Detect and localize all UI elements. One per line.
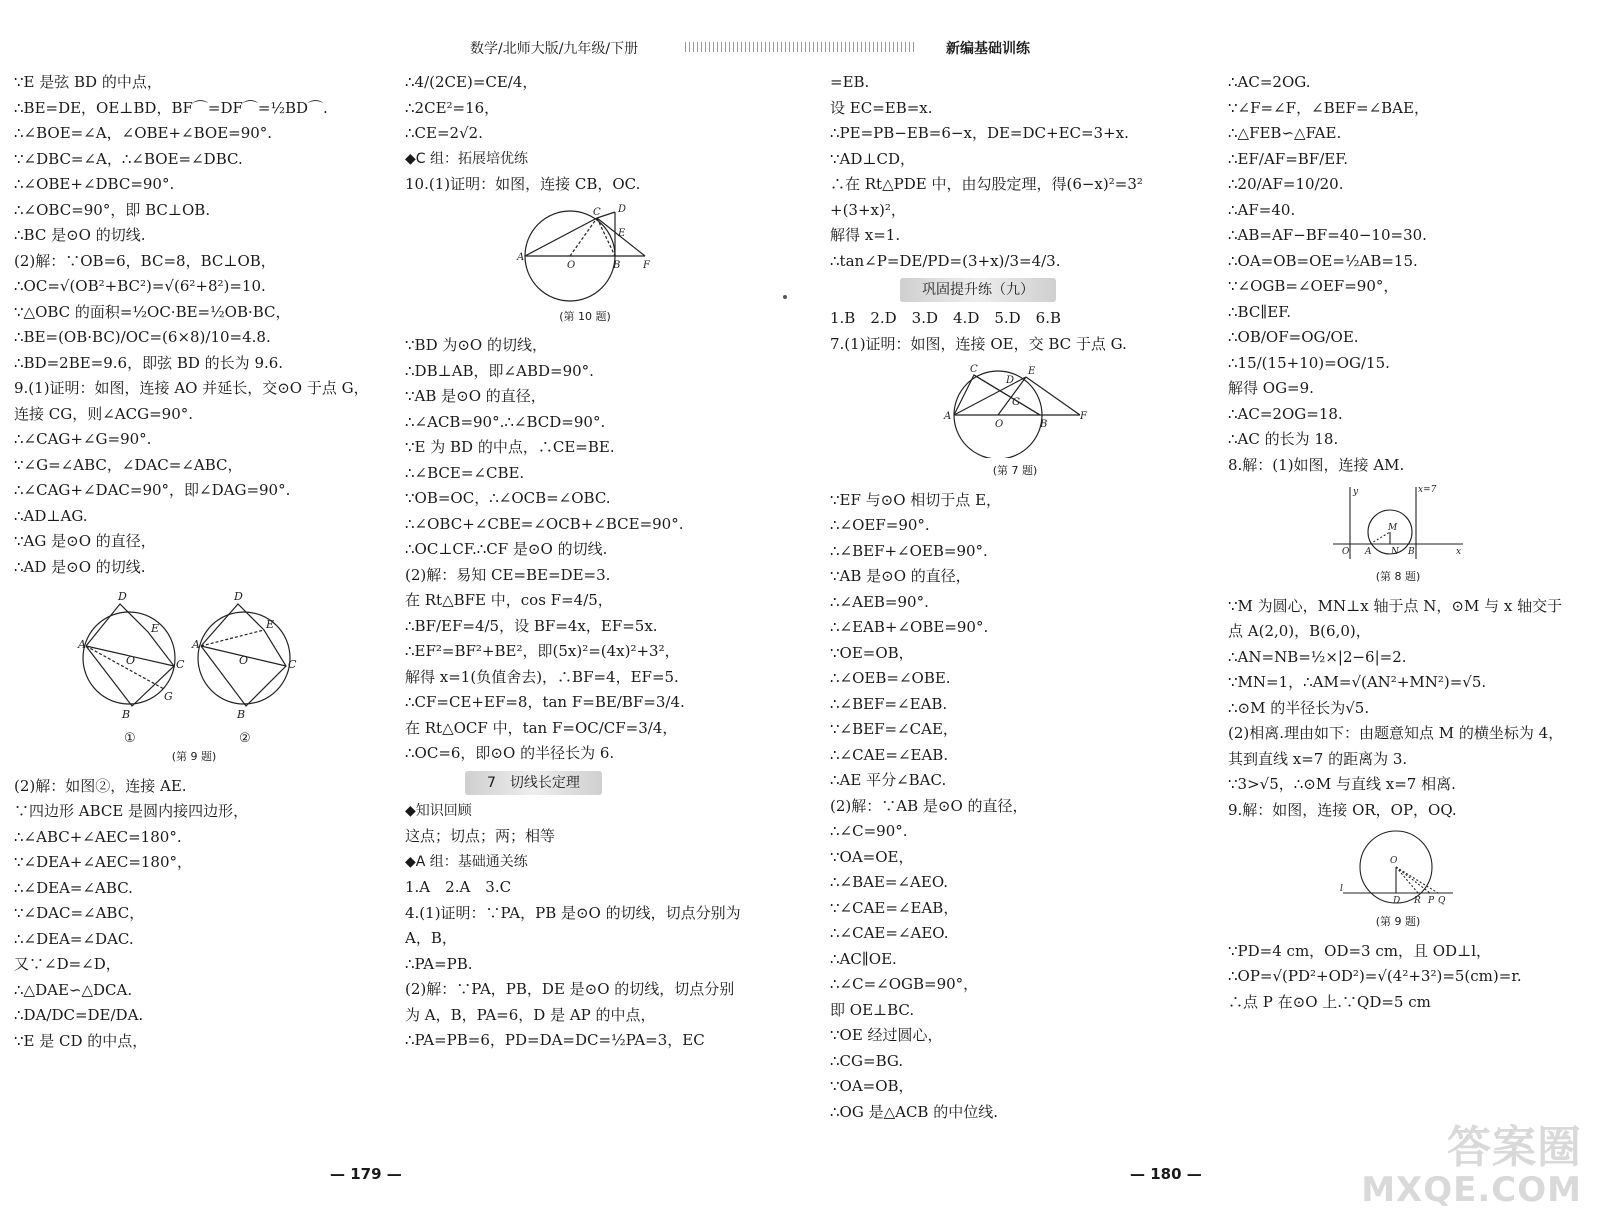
header-decoration xyxy=(685,42,915,52)
text-line: ∴∠CAE=∠EAB. xyxy=(830,745,949,764)
text-line: ∴OP=√(PD²+OD²)=√(4²+3²)=5(cm)=r. xyxy=(1228,967,1522,985)
text-line: (2)解：∵OB=6，BC=8，BC⊥OB， xyxy=(14,251,276,270)
text-line: A，B， xyxy=(405,929,457,947)
figure-8-line-label: x=7 xyxy=(1418,485,1437,495)
text-line: 其到直线 x=7 的距离为 3. xyxy=(1228,749,1408,768)
text-line: ∵M 为圆心，MN⊥x 轴于点 N，⊙M 与 x 轴交于 xyxy=(1228,596,1563,615)
figure-9-diagram xyxy=(74,586,314,726)
text-line: ∴∠BCE=∠CBE. xyxy=(405,463,525,482)
svg-text:R: R xyxy=(1414,896,1421,906)
figure-8 xyxy=(1328,484,1598,590)
svg-text:O: O xyxy=(1342,547,1350,557)
text-line: ∴CE=2√2. xyxy=(405,124,483,142)
figure-9b-diagram xyxy=(1338,829,1458,909)
col3a-lines xyxy=(830,70,1200,274)
text-line: ∴AC=2OG=18. xyxy=(1228,404,1343,423)
figure-9b-caption: (第 9 题) xyxy=(1375,915,1421,928)
text-line: ∴BE=DE，OE⊥BD，BF⌒=DF⌒=½BD⌒. xyxy=(14,98,328,117)
svg-text:B: B xyxy=(122,708,131,721)
text-line: ∴∠BOE=∠A，∠OBE+∠BOE=90°. xyxy=(14,124,273,142)
svg-text:A: A xyxy=(192,638,200,651)
svg-text:F: F xyxy=(643,259,650,271)
text-line: ∵∠OGB=∠OEF=90°， xyxy=(1228,277,1399,295)
text-line: ∴OC=√(OB²+BC²)=√(6²+8²)=10. xyxy=(14,277,266,295)
text-line: ∴AD 是⊙O 的切线. xyxy=(14,557,146,576)
text-line: ∴∠ABC+∠AEC=180°. xyxy=(14,827,182,846)
text-line: ∴CF=CE+EF=8，tan F=BE/BF=3/4. xyxy=(405,693,685,711)
text-line: ∴BD=2BE=9.6，即弦 BD 的长为 9.6. xyxy=(14,353,284,372)
text-line: ∵∠G=∠ABC，∠DAC=∠ABC， xyxy=(14,455,243,474)
text-line: ∵AD⊥CD， xyxy=(830,149,916,168)
text-line: ∴∠EAB+∠OBE=90°. xyxy=(830,618,989,636)
text-line: ∵OE 经过圆心， xyxy=(830,1026,943,1044)
text-line: (2)相离.理由如下：由题意知点 M 的横坐标为 4， xyxy=(1228,724,1564,742)
text-line: 点 A(2,0)，B(6,0)， xyxy=(1228,622,1371,640)
svg-text:F: F xyxy=(1080,411,1087,422)
svg-text:l: l xyxy=(1340,884,1343,894)
text-line: ∴∠OEB=∠OBE. xyxy=(830,669,951,687)
text-line: ∴AN=NB=½×|2−6|=2. xyxy=(1228,647,1407,666)
text-line: ∴15/(15+10)=OG/15. xyxy=(1228,353,1390,372)
text-line: ∵∠DEA+∠AEC=180°， xyxy=(14,853,193,871)
text-line: ∵∠BEF=∠CAE， xyxy=(830,720,958,738)
text-line: ∴AE 平分∠BAC. xyxy=(830,771,947,789)
text-line: ∴OG 是△ACB 的中位线. xyxy=(830,1102,998,1121)
text-line: ∴2CE²=16， xyxy=(405,98,500,117)
page-number-right: — 180 — xyxy=(1130,1165,1202,1183)
svg-text:C: C xyxy=(593,206,601,218)
text-line: ∴∠AEB=90°. xyxy=(830,592,929,611)
text-line: ∴AD⊥AG. xyxy=(14,506,88,525)
text-line: 在 Rt△BFE 中，cos F=4/5， xyxy=(405,591,613,609)
column-4 xyxy=(1228,70,1598,1015)
col4b-lines xyxy=(1228,594,1598,824)
svg-text:A: A xyxy=(78,638,86,651)
text-line: ∴AC=2OG. xyxy=(1228,73,1311,91)
figure-10-diagram xyxy=(515,204,655,304)
text-line: 7.(1)证明：如图，连接 OE，交 BC 于点 G. xyxy=(830,334,1127,353)
svg-text:N: N xyxy=(1391,547,1399,557)
figure-7-caption: (第 7 题) xyxy=(992,464,1038,477)
text-line: ∴CG=BG. xyxy=(830,1051,904,1070)
text-line: ∴BC∥EF. xyxy=(1228,302,1292,321)
text-line: ∴OC⊥CF.∴CF 是⊙O 的切线. xyxy=(405,540,608,558)
text-line: ∵OB=OC，∴∠OCB=∠OBC. xyxy=(405,489,611,507)
svg-text:O: O xyxy=(1390,856,1398,866)
text-line: 为 A，B，PA=6，D 是 AP 的中点， xyxy=(405,1005,656,1024)
col2b-lines xyxy=(405,172,775,198)
figure-8-caption: (第 8 题) xyxy=(1375,570,1421,583)
svg-text:C: C xyxy=(176,658,185,671)
column-2 xyxy=(405,70,775,1054)
text-line: ∵OE=OB， xyxy=(830,643,914,662)
svg-text:D: D xyxy=(1393,896,1401,906)
section-a-heading: ◆A 组：基础通关练 xyxy=(405,853,528,870)
svg-text:E: E xyxy=(618,227,626,239)
text-line: ∴4/(2CE)=CE/4， xyxy=(405,73,538,91)
figure-7 xyxy=(940,363,1200,484)
text-line: ∴OC=6，即⊙O 的半径长为 6. xyxy=(405,744,615,762)
text-line: ∴⊙M 的半径长为√5. xyxy=(1228,698,1370,717)
text-line: ∴∠CAE=∠AEO. xyxy=(830,924,949,942)
text-line: ∴DB⊥AB，即∠ABD=90°. xyxy=(405,361,594,380)
svg-text:O: O xyxy=(995,419,1004,430)
svg-text:E: E xyxy=(1028,366,1036,377)
col1b-lines xyxy=(14,774,394,1055)
svg-text:E: E xyxy=(266,618,275,631)
text-line: +(3+x)²， xyxy=(830,200,906,219)
svg-text:O: O xyxy=(126,654,136,667)
text-line: ∴∠BEF=∠EAB. xyxy=(830,694,948,713)
text-line: (2)解：如图②，连接 AE. xyxy=(14,776,187,795)
svg-text:G: G xyxy=(1012,397,1020,408)
header-series-name: 新编基础训练 xyxy=(946,41,1030,57)
watermark-site: MXQE.COM xyxy=(1361,1170,1582,1210)
section-banner-7: 7 切线长定理 xyxy=(465,771,602,795)
text-line: ∴∠OBE+∠DBC=90°. xyxy=(14,175,175,193)
text-line: ∴BF/EF=4/5，设 BF=4x，EF=5x. xyxy=(405,616,658,635)
text-line: ∵E 是 CD 的中点， xyxy=(14,1031,148,1050)
svg-text:B: B xyxy=(1040,419,1048,430)
text-line: ∴PE=PB−EB=6−x，DE=DC+EC=3+x. xyxy=(830,124,1129,142)
svg-text:x: x xyxy=(1456,547,1462,557)
svg-text:E: E xyxy=(151,622,160,635)
figure-10 xyxy=(515,204,775,330)
text-line: ∴∠C=∠OGB=90°， xyxy=(830,975,979,993)
text-line: ∵AB 是⊙O 的直径， xyxy=(405,387,546,405)
watermark xyxy=(1361,1122,1582,1210)
text-line: ∵3>√5，∴⊙M 与直线 x=7 相离. xyxy=(1228,775,1456,793)
text-line: ∴∠ACB=90°.∴∠BCD=90°. xyxy=(405,412,606,431)
text-line: ∴OB/OF=OG/OE. xyxy=(1228,328,1359,346)
figure-9-caption: (第 9 题) xyxy=(171,750,217,763)
page-header xyxy=(470,38,1030,58)
text-line: =EB. xyxy=(830,73,870,91)
text-line: ∵四边形 ABCE 是圆内接四边形， xyxy=(14,802,249,820)
svg-text:D: D xyxy=(234,590,243,603)
text-line: ∵AG 是⊙O 的直径， xyxy=(14,532,156,550)
svg-text:A: A xyxy=(1365,547,1372,557)
binding-mark xyxy=(783,295,787,299)
text-line: ∴在 Rt△PDE 中，由勾股定理，得(6−x)²=3² xyxy=(830,175,1143,193)
page-number-left: — 179 — xyxy=(330,1165,402,1183)
text-line: ∴BC 是⊙O 的切线. xyxy=(14,226,146,244)
text-line: ∴PA=PB=6，PD=DA=DC=½PA=3，EC xyxy=(405,1031,705,1049)
text-line: ∵EF 与⊙O 相切于点 E， xyxy=(830,490,1002,509)
text-line: (2)解：∵AB 是⊙O 的直径， xyxy=(830,796,1028,815)
text-line: ∴∠DEA=∠ABC. xyxy=(14,878,133,897)
figure-9-label-2: ② xyxy=(239,731,251,746)
text-line: ∵∠DBC=∠A，∴∠BOE=∠DBC. xyxy=(14,149,243,168)
svg-text:C: C xyxy=(288,658,297,671)
section-c-heading: ◆C 组：拓展培优练 xyxy=(405,150,528,167)
svg-text:G: G xyxy=(164,690,173,703)
text-line: ∴∠CAG+∠DAC=90°，即∠DAG=90°. xyxy=(14,481,291,499)
text-line: 1.B 2.D 3.D 4.D 5.D 6.B xyxy=(830,309,1062,327)
figure-10-caption: (第 10 题) xyxy=(559,309,611,323)
text-line: ∴∠OBC=90°，即 BC⊥OB. xyxy=(14,200,211,219)
text-line: ∴DA/DC=DE/DA. xyxy=(14,1006,144,1024)
col4a-lines xyxy=(1228,70,1598,478)
text-line: 设 EC=EB=x. xyxy=(830,98,933,117)
text-line: ∴AF=40. xyxy=(1228,200,1296,219)
col3b-lines xyxy=(830,306,1200,357)
text-line: ∵∠F=∠F，∠BEF=∠BAE， xyxy=(1228,98,1429,117)
col2a-lines xyxy=(405,70,775,147)
text-line: 又∵∠D=∠D， xyxy=(14,955,121,973)
text-line: 解得 OG=9. xyxy=(1228,379,1314,397)
figure-9-label-1: ① xyxy=(124,731,136,746)
col2d-lines xyxy=(405,875,775,1054)
svg-text:Q: Q xyxy=(1438,896,1446,906)
text-line: ∴∠OBC+∠CBE=∠OCB+∠BCE=90°. xyxy=(405,514,684,533)
svg-text:D: D xyxy=(618,203,627,215)
svg-text:M: M xyxy=(1388,523,1398,533)
text-line: ∴∠OEF=90°. xyxy=(830,516,930,534)
text-line: 9.(1)证明：如图，连接 AO 并延长，交⊙O 于点 G， xyxy=(14,379,369,397)
svg-text:D: D xyxy=(118,590,127,603)
column-3 xyxy=(830,70,1200,1125)
text-line: ∵OA=OB， xyxy=(830,1077,914,1095)
svg-text:D: D xyxy=(1006,375,1015,386)
text-line: 解得 x=1. xyxy=(830,226,901,244)
text-line: ∴△DAE∽△DCA. xyxy=(14,980,133,999)
text-line: ∴EF/AF=BF/EF. xyxy=(1228,149,1349,168)
header-book-title: 数学/北师大版/九年级/下册 xyxy=(470,41,639,57)
svg-text:O: O xyxy=(567,259,576,271)
text-line: 在 Rt△OCF 中，tan F=OC/CF=3/4， xyxy=(405,718,678,737)
text-line: ∵∠CAE=∠EAB， xyxy=(830,898,959,917)
text-line: ∴PA=PB. xyxy=(405,954,473,973)
text-line: ∵MN=1，∴AM=√(AN²+MN²)=√5. xyxy=(1228,673,1487,691)
text-line: ∴OA=OB=OE=½AB=15. xyxy=(1228,251,1418,270)
figure-7-diagram xyxy=(940,363,1090,458)
text-line: ∴∠DEA=∠DAC. xyxy=(14,929,134,948)
text-line: ∵E 为 BD 的中点，∴CE=BE. xyxy=(405,438,615,456)
review-answer: 这点；切点；两；相等 xyxy=(405,827,556,845)
text-line: ∴BE=(OB·BC)/OC=(6×8)/10=4.8. xyxy=(14,328,271,346)
text-line: ∴点 P 在⊙O 上.∵QD=5 cm xyxy=(1228,992,1431,1011)
text-line: ∵E 是弦 BD 的中点， xyxy=(14,73,162,91)
text-line: ∵BD 为⊙O 的切线， xyxy=(405,336,547,354)
section-review-heading: ◆知识回顾 xyxy=(405,802,472,819)
text-line: ∵△OBC 的面积=½OC·BE=½OB·BC， xyxy=(14,302,291,321)
text-line: 8.解：(1)如图，连接 AM. xyxy=(1228,455,1405,474)
svg-text:A: A xyxy=(517,251,525,263)
text-line: 解得 x=1(负值舍去)，∴BF=4，EF=5. xyxy=(405,667,679,686)
svg-text:B: B xyxy=(613,259,621,271)
svg-text:C: C xyxy=(970,364,978,375)
text-line: ∴△FEB∽△FAE. xyxy=(1228,124,1342,142)
col3c-lines xyxy=(830,488,1200,1126)
column-1 xyxy=(14,70,394,1054)
section-banner-9: 巩固提升练（九） xyxy=(900,278,1056,302)
text-line: ∴∠BEF+∠OEB=90°. xyxy=(830,541,988,560)
figure-8-diagram xyxy=(1328,484,1468,564)
text-line: (2)解：∵PA，PB，DE 是⊙O 的切线，切点分别 xyxy=(405,980,735,998)
svg-text:P: P xyxy=(1428,896,1435,906)
svg-text:B: B xyxy=(237,708,246,721)
text-line: ∴∠BAE=∠AEO. xyxy=(830,873,949,891)
svg-text:B: B xyxy=(1408,547,1415,557)
text-line: 9.解：如图，连接 OR，OP，OQ. xyxy=(1228,800,1457,819)
text-line: ∵∠DAC=∠ABC， xyxy=(14,904,145,922)
text-line: ∵OA=OE， xyxy=(830,847,914,866)
text-line: ∴∠C=90°. xyxy=(830,822,908,840)
text-line: ∴AC 的长为 18. xyxy=(1228,430,1339,448)
text-line: ∵PD=4 cm，OD=3 cm，且 OD⊥l， xyxy=(1228,941,1491,960)
text-line: 4.(1)证明：∵PA，PB 是⊙O 的切线，切点分别为 xyxy=(405,903,741,922)
text-line: ∴∠CAG+∠G=90°. xyxy=(14,430,152,448)
col4c-lines xyxy=(1228,939,1598,1016)
figure-9b xyxy=(1338,829,1598,935)
col1-lines xyxy=(14,70,394,580)
text-line: ∴AC∥OE. xyxy=(830,949,897,968)
text-line: ∵AB 是⊙O 的直径， xyxy=(830,567,971,585)
text-line: 10.(1)证明：如图，连接 CB，OC. xyxy=(405,175,641,193)
text-line: ∴20/AF=10/20. xyxy=(1228,175,1344,193)
svg-text:O: O xyxy=(239,654,249,667)
col2c-lines xyxy=(405,333,775,767)
text-line: 即 OE⊥BC. xyxy=(830,1000,915,1019)
watermark-logo: 答案圈 xyxy=(1447,1122,1582,1173)
text-line: ∴tan∠P=DE/PD=(3+x)/3=4/3. xyxy=(830,251,1061,270)
svg-text:y: y xyxy=(1353,487,1359,497)
text-line: ∴AB=AF−BF=40−10=30. xyxy=(1228,226,1427,244)
text-line: 连接 CG，则∠ACG=90°. xyxy=(14,404,194,423)
text-line: 1.A 2.A 3.C xyxy=(405,878,512,896)
svg-text:A: A xyxy=(944,411,952,422)
text-line: ∴EF²=BF²+BE²，即(5x)²=(4x)²+3²， xyxy=(405,642,680,660)
figure-9 xyxy=(74,586,394,770)
text-line: (2)解：易知 CE=BE=DE=3. xyxy=(405,565,611,584)
